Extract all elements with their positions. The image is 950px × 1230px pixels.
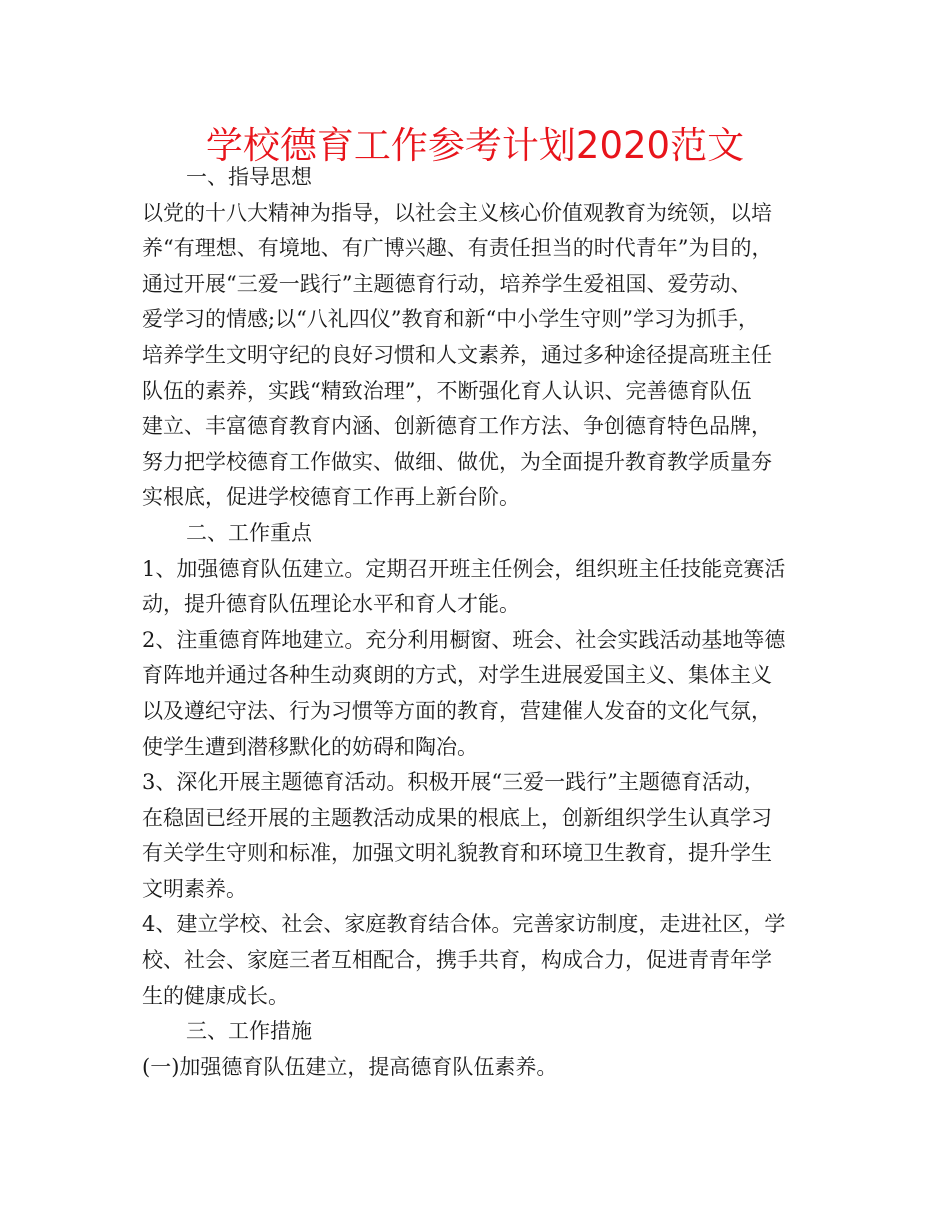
paragraph-line: 在稳固已经开展的主题教活动成果的根底上，创新组织学生认真学习 [142, 805, 772, 830]
section-heading: 二、工作重点 [186, 520, 312, 545]
paragraph-line: 动，提升德育队伍理论水平和育人才能。 [142, 592, 520, 617]
paragraph-line: 校、社会、家庭三者互相配合，携手共育，构成合力，促进青青年学 [142, 948, 772, 973]
paragraph-line: 育阵地并通过各种生动爽朗的方式，对学生进展爱国主义、集体主义 [142, 663, 772, 688]
section-heading: 三、工作措施 [186, 1019, 312, 1044]
paragraph-line: 使学生遭到潜移默化的妨碍和陶冶。 [142, 734, 478, 759]
paragraph-line: 以及遵纪守法、行为习惯等方面的教育，营建催人发奋的文化气氛， [142, 698, 772, 723]
paragraph-line: 爱学习的情感;以“八礼四仪”教育和新“中小学生守则”学习为抓手， [142, 307, 760, 332]
paragraph-line: 队伍的素养，实践“精致治理”，不断强化育人认识、完善德育队伍 [142, 378, 752, 403]
paragraph-line: 1、加强德育队伍建立。定期召开班主任例会，组织班主任技能竞赛活 [142, 556, 786, 581]
document-title: 学校德育工作参考计划2020范文 [205, 124, 745, 167]
paragraph-line: 养“有理想、有境地、有广博兴趣、有责任担当的时代青年”为目的， [142, 236, 773, 261]
paragraph-line: 努力把学校德育工作做实、做细、做优，为全面提升教育教学质量夯 [142, 449, 772, 474]
document-body [142, 160, 822, 1085]
paragraph-line: 培养学生文明守纪的良好习惯和人文素养，通过多种途径提高班主任 [142, 342, 772, 367]
paragraph-line: 文明素养。 [142, 876, 247, 901]
section-heading: 一、指导思想 [186, 165, 312, 189]
paragraph-line: 3、深化开展主题德育活动。积极开展“三爱一践行”主题德育活动， [142, 770, 765, 795]
paragraph-line: (一)加强德育队伍建立，提高德育队伍素养。 [142, 1054, 558, 1079]
paragraph-line: 4、建立学校、社会、家庭教育结合体。完善家访制度，走进社区，学 [142, 912, 786, 937]
paragraph-line: 生的健康成长。 [142, 983, 289, 1008]
paragraph-line: 2、注重德育阵地建立。充分利用橱窗、班会、社会实践活动基地等德 [142, 627, 786, 652]
paragraph-line: 以党的十八大精神为指导，以社会主义核心价值观教育为统领，以培 [142, 200, 772, 225]
paragraph-line: 实根底，促进学校德育工作再上新台阶。 [142, 485, 520, 510]
paragraph-line: 通过开展“三爱一践行”主题德育行动，培养学生爱祖国、爱劳动、 [142, 271, 752, 296]
paragraph-line: 有关学生守则和标准，加强文明礼貌教育和环境卫生教育，提升学生 [142, 841, 772, 866]
paragraph-line: 建立、丰富德育教育内涵、创新德育工作方法、争创德育特色品牌， [142, 414, 772, 439]
